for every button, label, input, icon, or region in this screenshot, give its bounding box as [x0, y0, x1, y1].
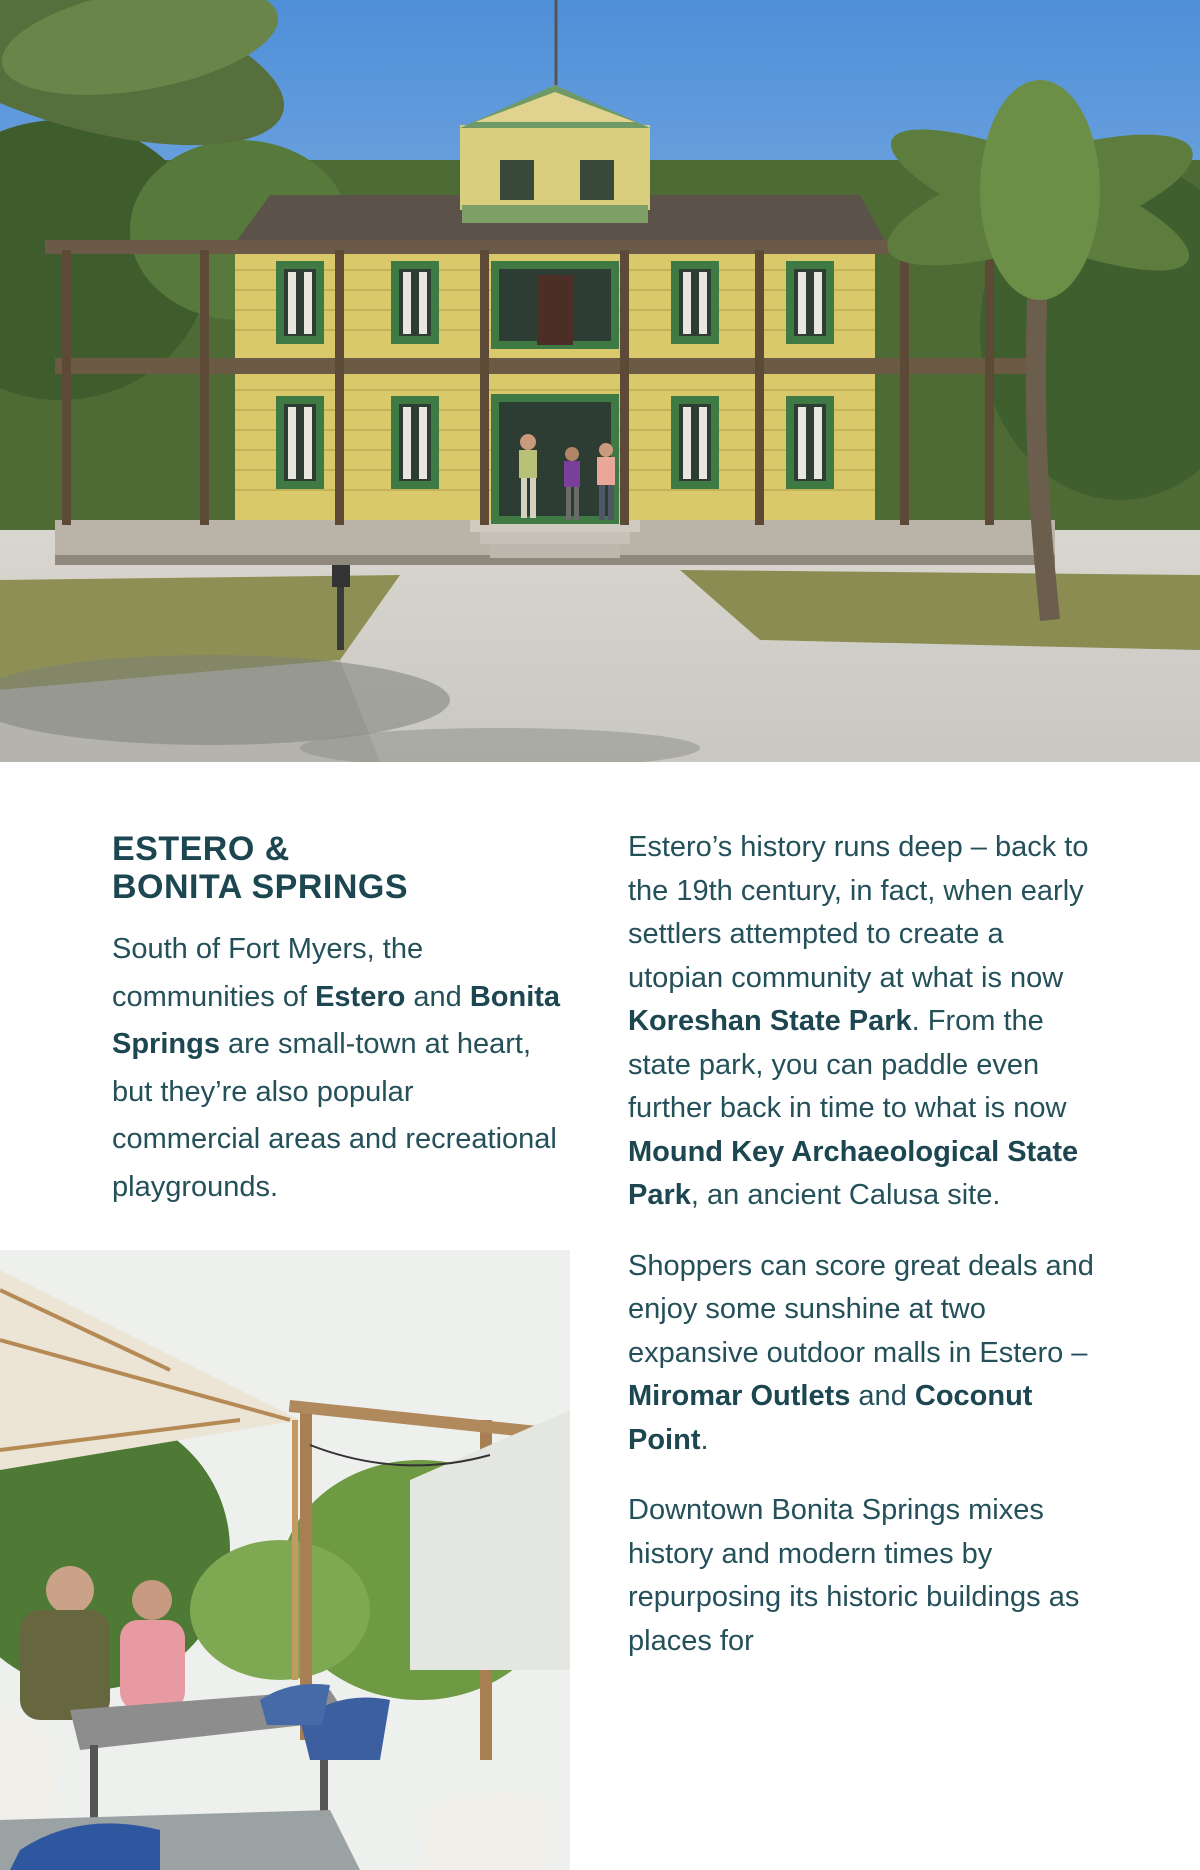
place-miromar-outlets: Miromar Outlets: [628, 1380, 851, 1412]
intro-text-3: are small-town at heart, but they’re also popular commercial areas and recreational playgrounds.: [112, 1028, 557, 1203]
place-koreshan-state-park: Koreshan State Park: [628, 1005, 912, 1037]
heading-line-1: ESTERO &: [112, 830, 290, 868]
patio-photo: [0, 1250, 570, 1870]
shopping-text-2: and: [850, 1380, 915, 1412]
shopping-text-3: .: [700, 1423, 709, 1456]
place-bonita-springs: Bonita Springs: [112, 980, 561, 1060]
history-paragraph: [628, 826, 1098, 1218]
history-text-3: , an ancient Calusa site.: [690, 1179, 1001, 1211]
downtown-text-1: Downtown Bonita Springs mixes history and modern times by repurposing its historic buildings as places for: [628, 1494, 1080, 1657]
hero-photo: [0, 0, 1200, 762]
shopping-paragraph: [628, 1245, 1098, 1463]
intro-text-2: and: [405, 980, 470, 1013]
intro-text-1: South of Fort Myers, the communities of: [112, 933, 424, 1013]
place-estero: Estero: [315, 980, 406, 1013]
shopping-text-1: Shoppers can score great deals and enjoy some sunshine at two expansive outdoor malls in Estero –: [628, 1249, 1094, 1369]
history-text-2: . From the state park, you can paddle even further back in time to what is now: [628, 1005, 1067, 1124]
historic-house-illustration: [0, 0, 1200, 762]
outdoor-dining-illustration: [0, 1250, 570, 1870]
place-mound-key: Mound Key Archaeological State Park: [628, 1135, 1079, 1211]
history-text-1: Estero’s history runs deep – back to the 19th century, in fact, when early settlers attempted to create a utopian community at what is now: [628, 831, 1089, 994]
intro-paragraph: [112, 926, 562, 1211]
body-column: [628, 826, 1098, 1690]
section-heading: [112, 830, 552, 906]
downtown-paragraph: [628, 1489, 1098, 1663]
heading-line-2: BONITA SPRINGS: [112, 868, 409, 906]
place-coconut-point: Coconut Point: [628, 1380, 1033, 1456]
